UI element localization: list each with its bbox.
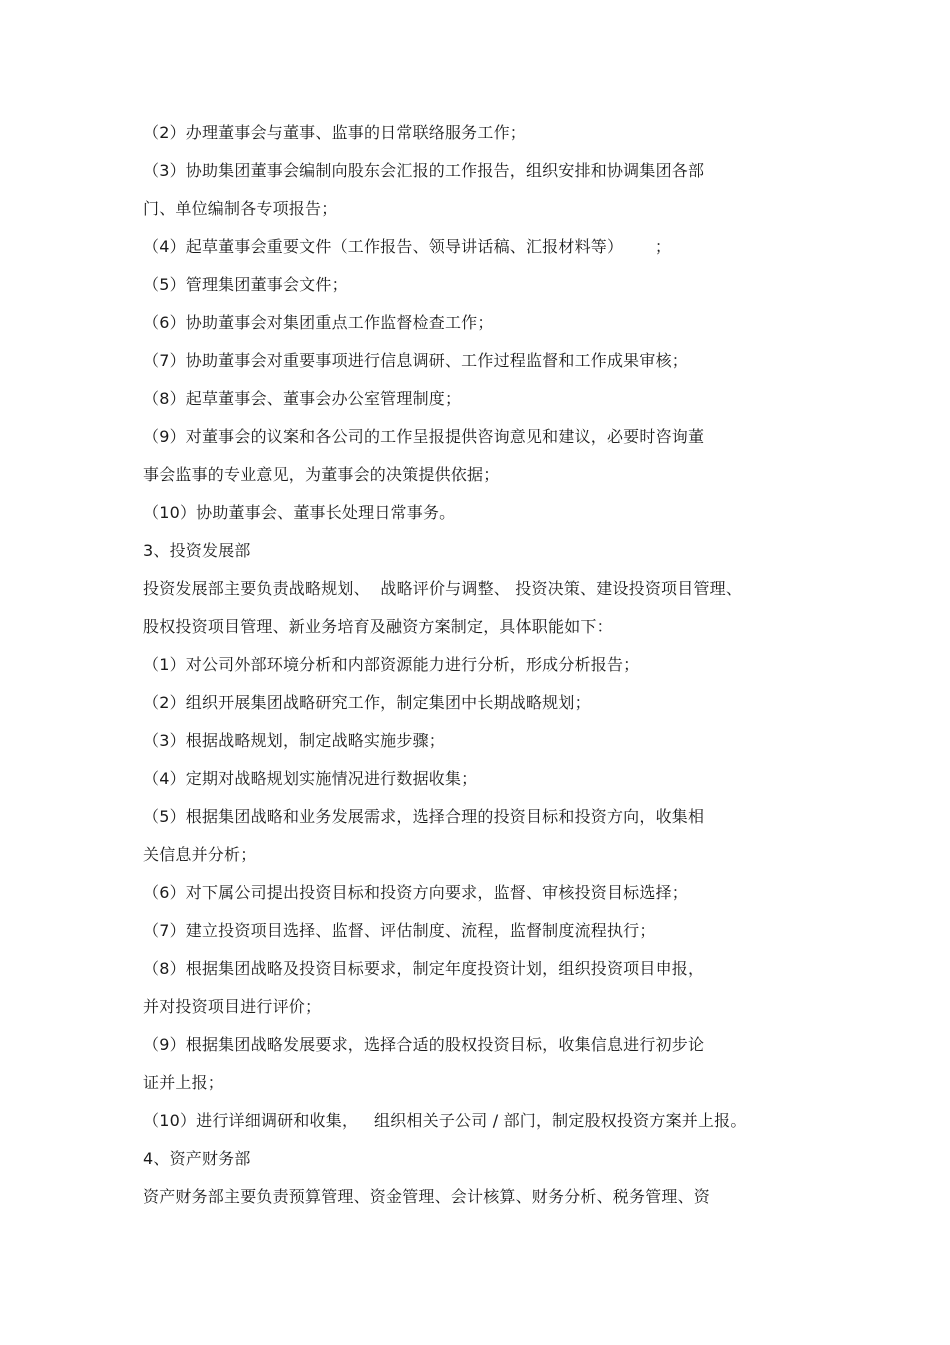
- text-line: （10）协助董事会、董事长处理日常事务。: [143, 503, 456, 522]
- text-line: （3）根据战略规划，制定战略实施步骤；: [143, 731, 445, 750]
- text-line: （7）建立投资项目选择、监督、评估制度、流程，监督制度流程执行；: [143, 921, 656, 940]
- text-line: （2）组织开展集团战略研究工作，制定集团中长期战略规划；: [143, 693, 591, 712]
- text-line: 门、单位编制各专项报告；: [143, 199, 338, 218]
- section-heading: 3、投资发展部: [143, 541, 251, 560]
- text-line: 并对投资项目进行评价；: [143, 997, 322, 1016]
- text-line: （2）办理董事会与董事、监事的日常联络服务工作；: [143, 123, 526, 142]
- text-line: （6）对下属公司提出投资目标和投资方向要求，监督、审核投资目标选择；: [143, 883, 688, 902]
- text-line: （9）根据集团战略发展要求，选择合适的股权投资目标，收集信息进行初步论: [143, 1035, 705, 1054]
- text-line: （1）对公司外部环境分析和内部资源能力进行分析，形成分析报告；: [143, 655, 640, 674]
- text-line: （8）根据集团战略及投资目标要求，制定年度投资计划，组织投资项目申报，: [143, 959, 705, 978]
- text-line: （7）协助董事会对重要事项进行信息调研、工作过程监督和工作成果审核；: [143, 351, 688, 370]
- text-line: （10）进行详细调研和收集， 组织相关子公司 / 部门，制定股权投资方案并上报。: [143, 1111, 747, 1130]
- text-line: 关信息并分析；: [143, 845, 257, 864]
- text-line: 事会监事的专业意见，为董事会的决策提供依据；: [143, 465, 500, 484]
- text-line: （5）管理集团董事会文件；: [143, 275, 348, 294]
- text-line: （3）协助集团董事会编制向股东会汇报的工作报告，组织安排和协调集团各部: [143, 161, 705, 180]
- text-line: 资产财务部主要负责预算管理、资金管理、会计核算、财务分析、税务管理、资: [143, 1187, 711, 1206]
- text-line: （9）对董事会的议案和各公司的工作呈报提供咨询意见和建议，必要时咨询董: [143, 427, 705, 446]
- text-line: 证并上报；: [143, 1073, 225, 1092]
- text-line: （8）起草董事会、董事会办公室管理制度；: [143, 389, 462, 408]
- section-heading: 4、资产财务部: [143, 1149, 251, 1168]
- text-line: （4）起草董事会重要文件（工作报告、领导讲话稿、汇报材料等） ；: [143, 237, 672, 256]
- text-line: （4）定期对战略规划实施情况进行数据收集；: [143, 769, 478, 788]
- text-line: （6）协助董事会对集团重点工作监督检查工作；: [143, 313, 494, 332]
- text-line: 股权投资项目管理、新业务培育及融资方案制定，具体职能如下：: [143, 617, 613, 636]
- text-line: 投资发展部主要负责战略规划、 战略评价与调整、 投资决策、建设投资项目管理、: [143, 579, 743, 598]
- text-line: （5）根据集团战略和业务发展需求，选择合理的投资目标和投资方向，收集相: [143, 807, 705, 826]
